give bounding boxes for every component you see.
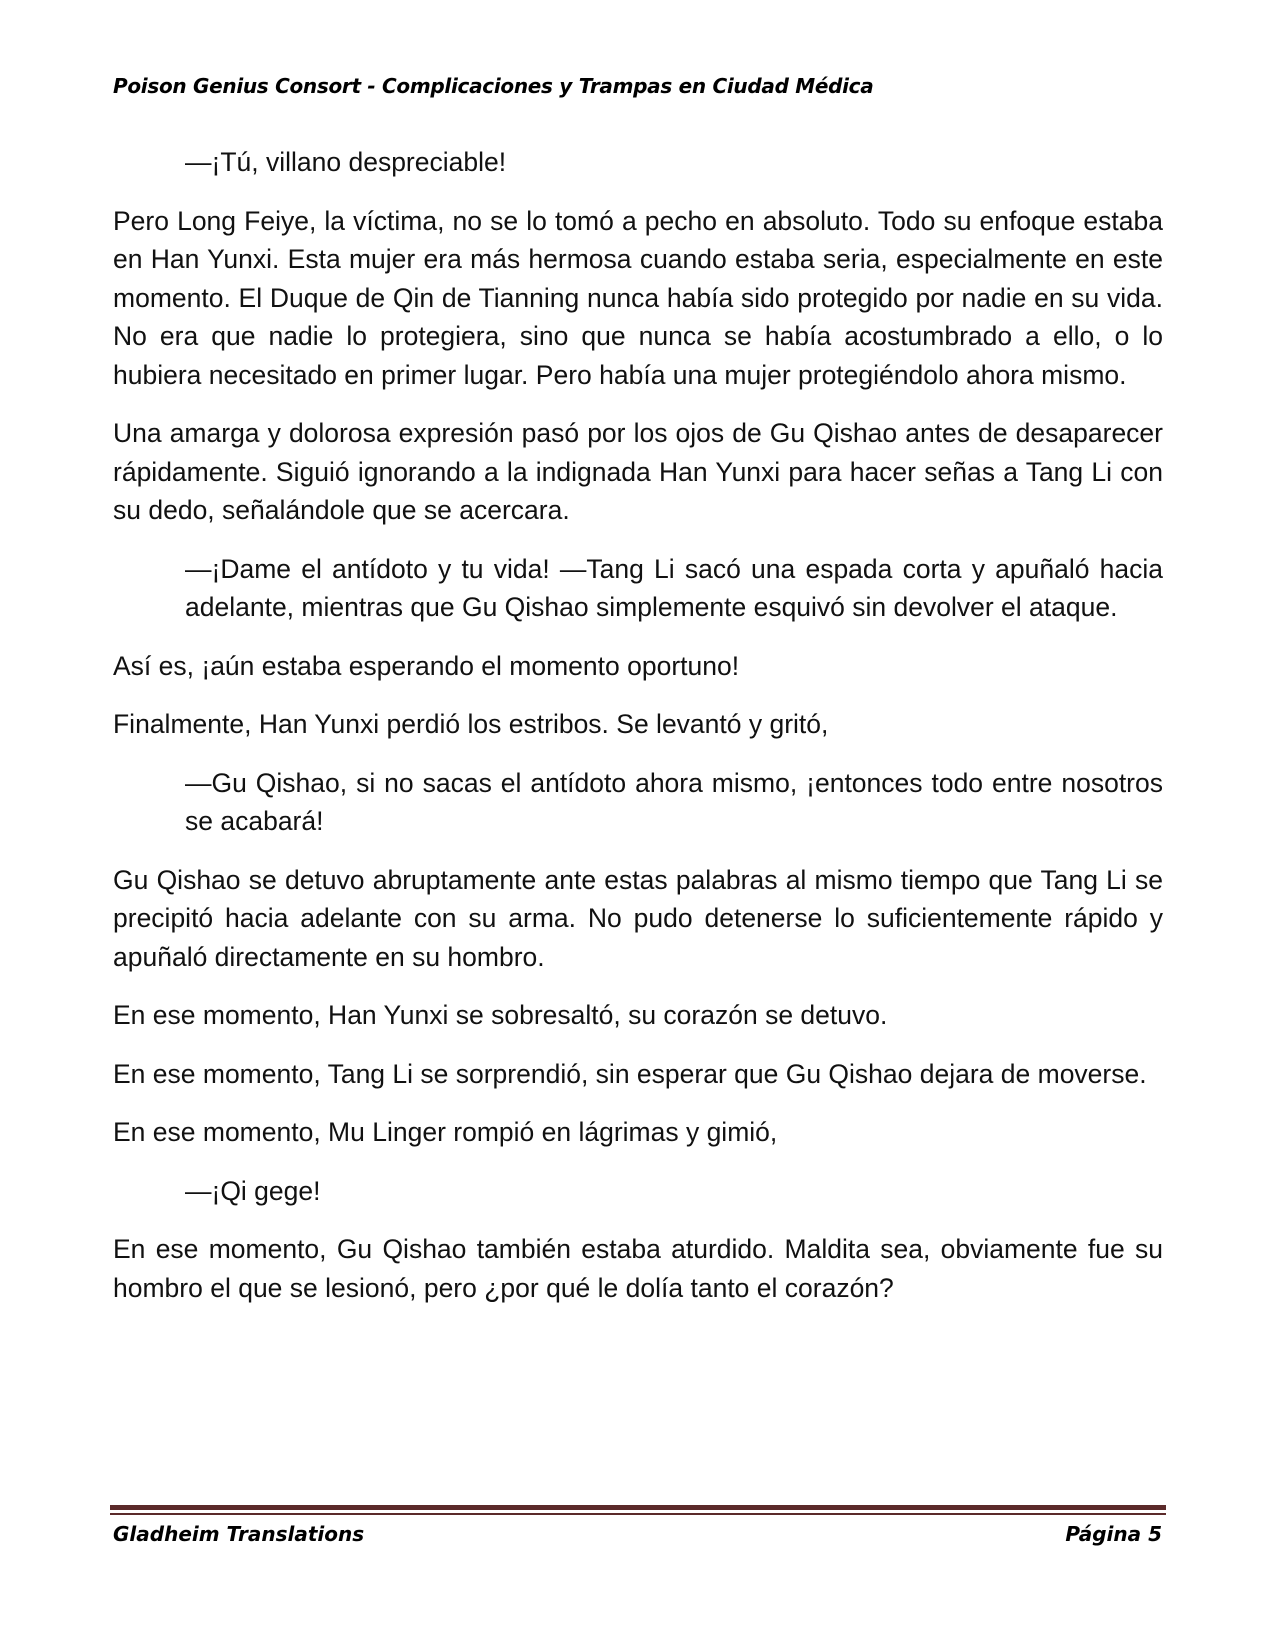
running-header: Poison Genius Consort - Complicaciones y Trampas en Ciudad Médica — [113, 74, 874, 98]
paragraph-13: En ese momento, Gu Qishao también estaba aturdido. Maldita sea, obviamente fue su hombro el que se lesionó, pero ¿por qué le dolía tanto el corazón? — [113, 1234, 1163, 1303]
paragraph-2: Pero Long Feiye, la víctima, no se lo tomó a pecho en absoluto. Todo su enfoque estaba en Han Yunxi. Esta mujer era más hermosa cuando estaba seria, especialmente en este momento. El Duque de Qin de Tianning nunca había sido protegido por nadie en su vida. No era que nadie lo protegiera, sino que nunca se había acostumbrado a ello, o lo hubiera necesitado en primer lugar. Pero había una mujer protegiéndolo ahora mismo. — [113, 205, 1163, 390]
paragraph-12: —¡Qi gege! — [185, 1175, 321, 1206]
paragraph-4: —¡Dame el antídoto y tu vida! —Tang Li sacó una espada corta y apuñaló hacia adelante, mientras que Gu Qishao simplemente esquivó sin devolver el ataque. — [185, 553, 1163, 622]
footer-page-number: Página 5 — [1065, 1522, 1162, 1546]
paragraph-6: Finalmente, Han Yunxi perdió los estribos. Se levantó y gritó, — [113, 709, 829, 739]
paragraph-9: En ese momento, Han Yunxi se sobresaltó, su corazón se detuvo. — [113, 1000, 888, 1030]
paragraph-10: En ese momento, Tang Li se sorprendió, sin esperar que Gu Qishao dejara de moverse. — [113, 1058, 1147, 1089]
footer-divider-thick — [110, 1505, 1166, 1510]
footer-divider-thin — [110, 1513, 1166, 1515]
paragraph-7: —Gu Qishao, si no sacas el antídoto ahora mismo, ¡entonces todo entre nosotros se acabará! — [185, 767, 1163, 836]
footer-translator-credit: Gladheim Translations — [113, 1522, 365, 1546]
paragraph-8: Gu Qishao se detuvo abruptamente ante estas palabras al mismo tiempo que Tang Li se precipitó hacia adelante con su arma. No pudo detenerse lo suficientemente rápido y apuñaló directamente en su hombro. — [113, 864, 1163, 972]
paragraph-5: Así es, ¡aún estaba esperando el momento oportuno! — [113, 650, 740, 681]
body-text — [113, 143, 1163, 1327]
paragraph-1: —¡Tú, villano despreciable! — [185, 147, 507, 177]
paragraph-3: Una amarga y dolorosa expresión pasó por los ojos de Gu Qishao antes de desaparecer rápidamente. Siguió ignorando a la indignada Han Yunxi para hacer señas a Tang Li con su dedo, señalándole que se acercara. — [113, 418, 1163, 525]
paragraph-11: En ese momento, Mu Linger rompió en lágrimas y gimió, — [113, 1117, 778, 1147]
